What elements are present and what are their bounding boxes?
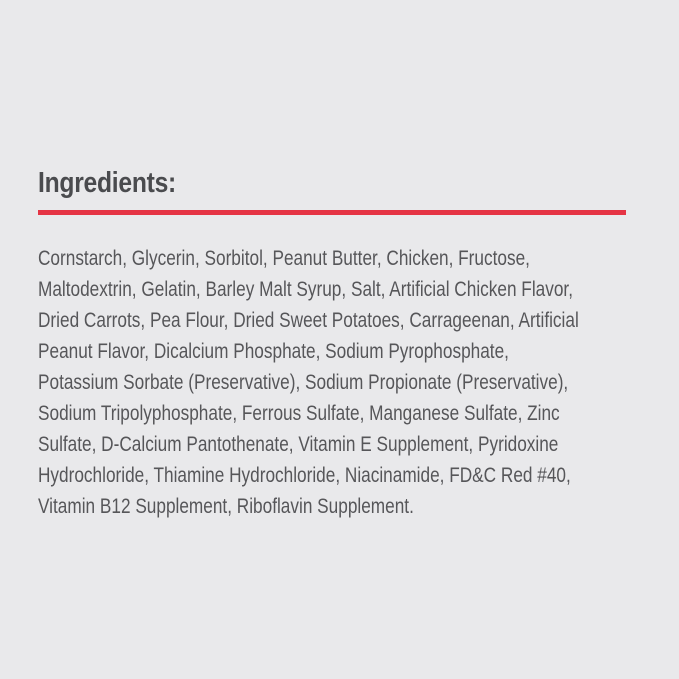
ingredients-line: Maltodextrin, Gelatin, Barley Malt Syrup, Salt, Artificial Chicken Flavor, — [38, 278, 573, 301]
ingredients-line: Vitamin B12 Supplement, Riboflavin Supplement. — [38, 495, 414, 518]
ingredients-line: Peanut Flavor, Dicalcium Phosphate, Sodium Pyrophosphate, — [38, 340, 509, 363]
ingredients-line: Sulfate, D-Calcium Pantothenate, Vitamin E Supplement, Pyridoxine — [38, 433, 559, 456]
ingredients-text — [38, 243, 579, 522]
ingredients-line: Cornstarch, Glycerin, Sorbitol, Peanut Butter, Chicken, Fructose, — [38, 247, 530, 270]
ingredients-line: Dried Carrots, Pea Flour, Dried Sweet Potatoes, Carrageenan, Artificial — [38, 309, 579, 332]
red-divider — [38, 210, 626, 215]
ingredients-line: Sodium Tripolyphosphate, Ferrous Sulfate, Manganese Sulfate, Zinc — [38, 402, 560, 425]
ingredients-line: Potassium Sorbate (Preservative), Sodium Propionate (Preservative), — [38, 371, 569, 394]
ingredients-heading: Ingredients: — [38, 167, 177, 199]
ingredients-line: Hydrochloride, Thiamine Hydrochloride, Niacinamide, FD&C Red #40, — [38, 464, 571, 487]
